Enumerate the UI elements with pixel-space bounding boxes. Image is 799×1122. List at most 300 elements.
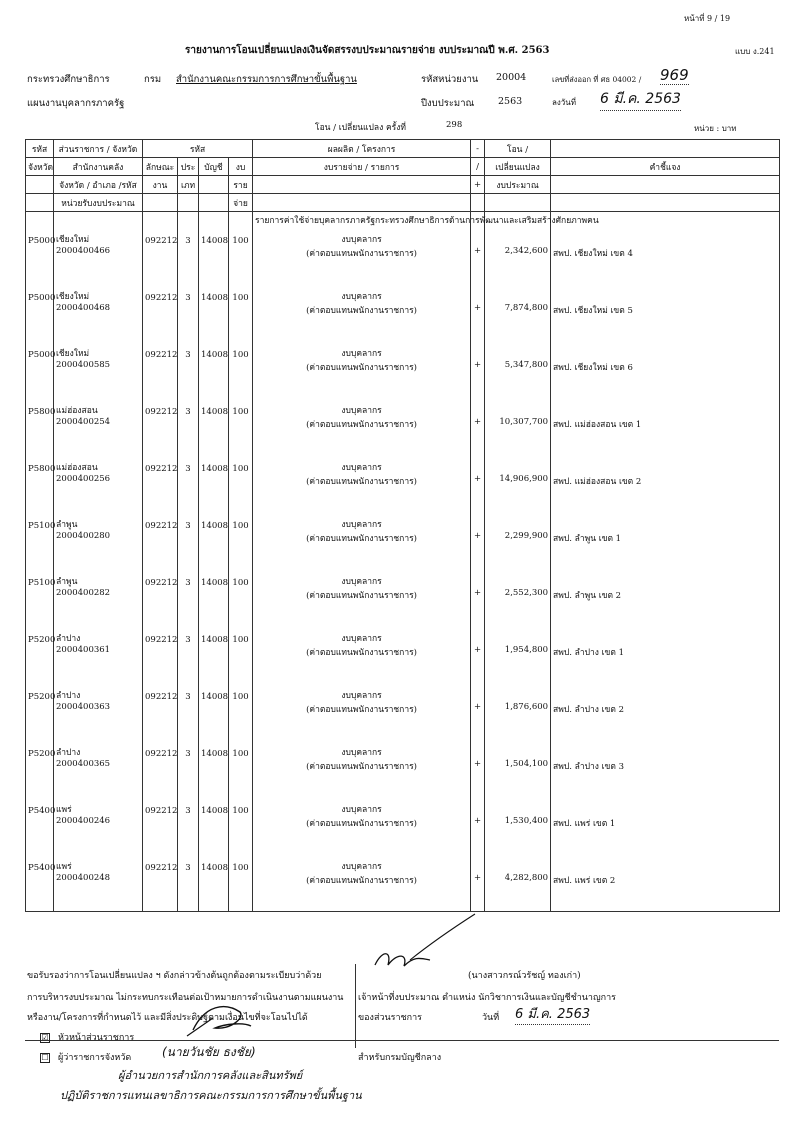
row-blank (178, 702, 199, 740)
table-row (26, 341, 780, 360)
signature-officer (370, 910, 480, 972)
row-agency: แพร่ (54, 797, 143, 816)
row-province-code: P5400 (26, 854, 54, 873)
table-row-detail (26, 645, 780, 683)
plan-label: แผนงานบุคลากรภาครัฐ (27, 98, 125, 109)
row-account-code: 14008 (199, 341, 229, 360)
row-type-code: 3 (178, 227, 199, 246)
row-amount: 10,307,700 (485, 417, 551, 455)
table-row-detail (26, 759, 780, 797)
row-blank (229, 873, 253, 912)
row-sign-blank (471, 512, 485, 531)
row-blank (229, 474, 253, 512)
row-blank (26, 816, 54, 854)
header-agency4: หน่วยรับงบประมาณ (54, 194, 143, 212)
row-agency: ลำพูน (54, 569, 143, 588)
row-description: สพป. ลำพูน เขต 2 (551, 588, 780, 626)
row-amount-blank (485, 227, 551, 246)
row-amount-blank (485, 740, 551, 759)
row-agency: ลำปาง (54, 740, 143, 759)
row-blank (199, 246, 229, 284)
row-blank (143, 645, 178, 683)
row-blank (143, 702, 178, 740)
row-province-code: P5200 (26, 740, 54, 759)
row-blank (229, 816, 253, 854)
row-agency: ลำพูน (54, 512, 143, 531)
row-account-code: 14008 (199, 284, 229, 303)
row-agency-code: 2000400468 (54, 303, 143, 341)
row-work-code: 092212 (143, 398, 178, 417)
row-province-code: P5800 (26, 398, 54, 417)
program-note: รายการค่าใช้จ่ายบุคลากรภาครัฐกระทรวงศึกษาธิการด้านการพัฒนาและเสริมสร้างศักยภาพคน (253, 212, 471, 228)
row-blank (26, 588, 54, 626)
signature-director (185, 1000, 255, 1040)
page-number: หน้าที่ 9 / 19 (684, 14, 731, 23)
row-agency: เชียงใหม่ (54, 341, 143, 360)
row-amount-blank (485, 398, 551, 417)
row-blank (178, 759, 199, 797)
row-province-code: P5000 (26, 284, 54, 303)
check-head-of-agency[interactable] (40, 1030, 134, 1044)
budget-transfer-table (25, 139, 780, 912)
row-agency-code: 2000400248 (54, 873, 143, 912)
row-agency-code: 2000400282 (54, 588, 143, 626)
row-blank (229, 303, 253, 341)
row-account-code: 14008 (199, 854, 229, 873)
row-blank (26, 246, 54, 284)
row-sign-blank (471, 341, 485, 360)
row-account-code: 14008 (199, 398, 229, 417)
row-sign: + (471, 246, 485, 284)
header-agency2: สำนักงานคลัง (54, 158, 143, 176)
certification-line-2: การบริหารงบประมาณ ไม่กระทบกระเทือนต่อเป้าหมายการดำเนินงานตามแผนงาน (27, 993, 344, 1003)
row-blank (199, 645, 229, 683)
checkbox-empty-icon[interactable]: ☐ (41, 1052, 49, 1062)
row-blank (143, 303, 178, 341)
row-blank (199, 417, 229, 455)
report-title: รายงานการโอนเปลี่ยนแปลงเงินจัดสรรงบประมาณรายจ่าย งบประมาณปี พ.ศ. 2563 (185, 45, 550, 56)
row-description: สพป. แม่ฮ่องสอน เขต 1 (551, 417, 780, 455)
row-blank (26, 303, 54, 341)
row-blank (26, 702, 54, 740)
header-type2: เภท (178, 176, 199, 194)
unit-code: 20004 (496, 72, 527, 83)
row-agency-code: 2000400585 (54, 360, 143, 398)
header-code: รหัส (143, 140, 253, 158)
row-sign-blank (471, 683, 485, 702)
table-row (26, 569, 780, 588)
row-desc-blank (551, 284, 780, 303)
row-amount: 2,342,600 (485, 246, 551, 284)
row-description: สพป. เชียงใหม่ เขต 4 (551, 246, 780, 284)
table-row-detail (26, 702, 780, 740)
row-blank (143, 816, 178, 854)
table-row-detail (26, 417, 780, 455)
row-province-code: P5100 (26, 512, 54, 531)
row-amount: 4,282,800 (485, 873, 551, 912)
header-account: บัญชี (199, 158, 229, 176)
row-type-code: 3 (178, 341, 199, 360)
row-description: สพป. แพร่ เขต 1 (551, 816, 780, 854)
checkbox-checked-icon[interactable]: ☑ (41, 1032, 49, 1042)
row-desc-blank (551, 854, 780, 873)
header-agency: ส่วนราชการ / จังหวัด (54, 140, 143, 158)
row-sign-blank (471, 626, 485, 645)
row-item: งบบุคลากร (253, 284, 471, 303)
row-detail: (ค่าตอบแทนพนักงานราชการ) (253, 303, 471, 341)
officer-unit: ของส่วนราชการ (358, 1013, 422, 1023)
row-item: งบบุคลากร (253, 512, 471, 531)
row-blank (178, 816, 199, 854)
doc-number-label: เลขที่ส่งออก ที่ ศธ 04002 / (552, 75, 642, 84)
row-agency: แม่ฮ่องสอน (54, 398, 143, 417)
header-desc-blank (551, 140, 780, 158)
officer-name: (นางสาวกรณ์วรัชญ์ ทองเก่า) (468, 971, 581, 981)
row-amount-blank (485, 683, 551, 702)
form-code: แบบ ง.241 (735, 47, 775, 56)
table-row-detail (26, 588, 780, 626)
row-blank (229, 588, 253, 626)
header-sign2: / (471, 158, 485, 176)
row-blank (178, 531, 199, 569)
row-blank (178, 645, 199, 683)
fiscal-year-label: ปีงบประมาณ (421, 98, 475, 109)
row-blank (26, 873, 54, 912)
row-budget-code: 100 (229, 569, 253, 588)
officer-role: เจ้าหน้าที่งบประมาณ ตำแหน่ง นักวิชาการเงินและบัญชีชำนาญการ (358, 993, 616, 1003)
row-sign-blank (471, 569, 485, 588)
row-sign: + (471, 873, 485, 912)
row-description: สพป. ลำปาง เขต 3 (551, 759, 780, 797)
row-blank (229, 246, 253, 284)
row-blank (26, 417, 54, 455)
table-row (26, 740, 780, 759)
row-agency: แม่ฮ่องสอน (54, 455, 143, 474)
row-blank (26, 474, 54, 512)
row-work-code: 092212 (143, 626, 178, 645)
row-desc-blank (551, 398, 780, 417)
row-type-code: 3 (178, 455, 199, 474)
date-value: 6 มี.ค. 2563 (600, 88, 681, 111)
table-row-detail (26, 246, 780, 284)
row-blank (199, 531, 229, 569)
department-label: กรม (144, 74, 162, 85)
row-account-code: 14008 (199, 683, 229, 702)
table-body (26, 212, 780, 912)
signer-position-2: ปฏิบัติราชการแทนเลขาธิการคณะกรรมการการศึกษาขั้นพื้นฐาน (60, 1089, 362, 1102)
header-sign3: + (471, 176, 485, 194)
row-detail: (ค่าตอบแทนพนักงานราชการ) (253, 360, 471, 398)
row-work-code: 092212 (143, 227, 178, 246)
row-blank (143, 417, 178, 455)
header-work: ลักษณะ (143, 158, 178, 176)
row-amount: 1,954,800 (485, 645, 551, 683)
header-amount2: เปลี่ยนแปลง (485, 158, 551, 176)
signer-position-1: ผู้อำนวยการสำนักการคลังและสินทรัพย์ (118, 1069, 303, 1082)
row-agency-code: 2000400361 (54, 645, 143, 683)
row-detail: (ค่าตอบแทนพนักงานราชการ) (253, 246, 471, 284)
row-description: สพป. ลำปาง เขต 1 (551, 645, 780, 683)
transfer-label: โอน / เปลี่ยนแปลง ครั้งที่ (315, 123, 406, 133)
row-amount-blank (485, 512, 551, 531)
row-detail: (ค่าตอบแทนพนักงานราชการ) (253, 531, 471, 569)
certification-line-1: ขอรับรองว่าการโอนเปลี่ยนแปลง ฯ ดังกล่าวข้างต้นถูกต้องตามระเบียบว่าด้วย (27, 971, 322, 981)
officer-date: 6 มี.ค. 2563 (515, 1003, 590, 1025)
row-blank (143, 531, 178, 569)
row-amount-blank (485, 341, 551, 360)
row-blank (229, 759, 253, 797)
row-blank (229, 702, 253, 740)
table-row-detail (26, 531, 780, 569)
header-output2: งบรายจ่าย / รายการ (253, 158, 471, 176)
header-prov-code: รหัส (26, 140, 54, 158)
row-sign-blank (471, 227, 485, 246)
row-blank (143, 873, 178, 912)
row-amount-blank (485, 569, 551, 588)
row-detail: (ค่าตอบแทนพนักงานราชการ) (253, 645, 471, 683)
row-sign: + (471, 531, 485, 569)
row-amount: 5,347,800 (485, 360, 551, 398)
date-label: ลงวันที่ (552, 98, 577, 107)
header-amount: โอน / (485, 140, 551, 158)
row-blank (199, 816, 229, 854)
header-prov-code2: จังหวัด (26, 158, 54, 176)
row-item: งบบุคลากร (253, 398, 471, 417)
row-type-code: 3 (178, 854, 199, 873)
row-detail: (ค่าตอบแทนพนักงานราชการ) (253, 702, 471, 740)
row-detail: (ค่าตอบแทนพนักงานราชการ) (253, 474, 471, 512)
row-budget-code: 100 (229, 398, 253, 417)
row-description: สพป. ลำพูน เขต 1 (551, 531, 780, 569)
fiscal-year: 2563 (498, 96, 523, 107)
row-blank (178, 474, 199, 512)
row-account-code: 14008 (199, 740, 229, 759)
row-sign-blank (471, 854, 485, 873)
row-description: สพป. แม่ฮ่องสอน เขต 2 (551, 474, 780, 512)
check-head-label: หัวหน้าส่วนราชการ (58, 1033, 135, 1043)
ministry-label: กระทรวงศึกษาธิการ (27, 74, 110, 85)
row-budget-code: 100 (229, 740, 253, 759)
check-governor-label: ผู้ว่าราชการจังหวัด (58, 1053, 132, 1063)
row-blank (229, 531, 253, 569)
row-blank (26, 360, 54, 398)
table-row (26, 398, 780, 417)
row-account-code: 14008 (199, 626, 229, 645)
row-sign: + (471, 303, 485, 341)
header-sign: - (471, 140, 485, 158)
row-item: งบบุคลากร (253, 797, 471, 816)
row-blank (143, 246, 178, 284)
row-blank (178, 246, 199, 284)
row-work-code: 092212 (143, 683, 178, 702)
row-work-code: 092212 (143, 740, 178, 759)
row-blank (26, 531, 54, 569)
header-amount3: งบประมาณ (485, 176, 551, 194)
row-sign-blank (471, 455, 485, 474)
table-row (26, 854, 780, 873)
footer-divider (355, 964, 356, 1048)
transfer-number: 298 (446, 120, 463, 130)
row-work-code: 092212 (143, 854, 178, 873)
row-type-code: 3 (178, 569, 199, 588)
table-row (26, 227, 780, 246)
row-item: งบบุคลากร (253, 227, 471, 246)
row-amount-blank (485, 455, 551, 474)
row-budget-code: 100 (229, 626, 253, 645)
row-amount: 14,906,900 (485, 474, 551, 512)
row-sign: + (471, 417, 485, 455)
row-type-code: 3 (178, 797, 199, 816)
row-amount-blank (485, 626, 551, 645)
row-blank (199, 873, 229, 912)
row-sign-blank (471, 740, 485, 759)
header-work2: งาน (143, 176, 178, 194)
row-blank (229, 417, 253, 455)
row-type-code: 3 (178, 683, 199, 702)
row-amount-blank (485, 854, 551, 873)
row-desc-blank (551, 227, 780, 246)
row-account-code: 14008 (199, 455, 229, 474)
row-agency-code: 2000400280 (54, 531, 143, 569)
row-budget-code: 100 (229, 227, 253, 246)
table-row (26, 455, 780, 474)
row-blank (199, 702, 229, 740)
row-sign-blank (471, 398, 485, 417)
row-detail: (ค่าตอบแทนพนักงานราชการ) (253, 759, 471, 797)
check-governor[interactable] (40, 1050, 131, 1064)
row-agency-code: 2000400254 (54, 417, 143, 455)
row-item: งบบุคลากร (253, 569, 471, 588)
header-budget2: ราย (229, 176, 253, 194)
unit-code-label: รหัสหน่วยงาน (421, 74, 479, 85)
row-desc-blank (551, 740, 780, 759)
row-blank (199, 303, 229, 341)
row-desc-blank (551, 797, 780, 816)
row-blank (143, 360, 178, 398)
row-budget-code: 100 (229, 455, 253, 474)
row-work-code: 092212 (143, 797, 178, 816)
row-detail: (ค่าตอบแทนพนักงานราชการ) (253, 873, 471, 912)
row-province-code: P5200 (26, 683, 54, 702)
row-amount: 2,552,300 (485, 588, 551, 626)
row-work-code: 092212 (143, 569, 178, 588)
row-type-code: 3 (178, 512, 199, 531)
row-budget-code: 100 (229, 284, 253, 303)
table-row (26, 284, 780, 303)
row-blank (26, 759, 54, 797)
row-sign: + (471, 816, 485, 854)
row-desc-blank (551, 455, 780, 474)
table-row-detail (26, 873, 780, 912)
row-sign: + (471, 360, 485, 398)
department-value: สำนักงานคณะกรรมการการศึกษาขั้นพื้นฐาน (176, 74, 357, 85)
row-amount: 1,504,100 (485, 759, 551, 797)
row-agency-code: 2000400365 (54, 759, 143, 797)
row-agency: ลำปาง (54, 626, 143, 645)
row-sign: + (471, 702, 485, 740)
signer-name: (นายวันชัย ธงชัย) (162, 1045, 256, 1059)
row-item: งบบุคลากร (253, 455, 471, 474)
row-agency-code: 2000400363 (54, 702, 143, 740)
row-blank (229, 645, 253, 683)
row-agency: เชียงใหม่ (54, 227, 143, 246)
row-agency-code: 2000400256 (54, 474, 143, 512)
row-item: งบบุคลากร (253, 683, 471, 702)
row-type-code: 3 (178, 740, 199, 759)
row-desc-blank (551, 512, 780, 531)
row-province-code: P5100 (26, 569, 54, 588)
row-work-code: 092212 (143, 341, 178, 360)
row-blank (143, 588, 178, 626)
row-blank (199, 588, 229, 626)
doc-number: 969 (660, 66, 689, 84)
row-blank (178, 360, 199, 398)
row-blank (178, 303, 199, 341)
row-blank (199, 474, 229, 512)
row-sign: + (471, 759, 485, 797)
header-budget3: จ่าย (229, 194, 253, 212)
row-sign: + (471, 588, 485, 626)
unit-label: หน่วย : บาท (694, 124, 737, 133)
table-row-detail (26, 360, 780, 398)
row-sign: + (471, 474, 485, 512)
row-detail: (ค่าตอบแทนพนักงานราชการ) (253, 588, 471, 626)
row-account-code: 14008 (199, 797, 229, 816)
row-detail: (ค่าตอบแทนพนักงานราชการ) (253, 417, 471, 455)
row-desc-blank (551, 683, 780, 702)
header-output: ผลผลิต / โครงการ (253, 140, 471, 158)
row-amount-blank (485, 284, 551, 303)
row-desc-blank (551, 569, 780, 588)
row-budget-code: 100 (229, 797, 253, 816)
row-item: งบบุคลากร (253, 626, 471, 645)
table-row-detail (26, 816, 780, 854)
row-blank (178, 873, 199, 912)
row-description: สพป. เชียงใหม่ เขต 6 (551, 360, 780, 398)
row-amount: 1,876,600 (485, 702, 551, 740)
row-amount: 2,299,900 (485, 531, 551, 569)
row-amount: 7,874,800 (485, 303, 551, 341)
header-type: ประ (178, 158, 199, 176)
row-desc-blank (551, 341, 780, 360)
central-dept-label: สำหรับกรมบัญชีกลาง (358, 1053, 442, 1063)
row-budget-code: 100 (229, 683, 253, 702)
row-description: สพป. ลำปาง เขต 2 (551, 702, 780, 740)
row-description: สพป. เชียงใหม่ เขต 5 (551, 303, 780, 341)
table-row (26, 797, 780, 816)
row-province-code: P5800 (26, 455, 54, 474)
header-budget: งบ (229, 158, 253, 176)
row-work-code: 092212 (143, 284, 178, 303)
row-account-code: 14008 (199, 227, 229, 246)
row-province-code: P5400 (26, 797, 54, 816)
table-row-detail (26, 303, 780, 341)
row-item: งบบุคลากร (253, 854, 471, 873)
row-account-code: 14008 (199, 512, 229, 531)
row-agency: เชียงใหม่ (54, 284, 143, 303)
row-blank (199, 360, 229, 398)
row-agency: แพร่ (54, 854, 143, 873)
row-province-code: P5000 (26, 341, 54, 360)
table-row (26, 512, 780, 531)
row-blank (143, 759, 178, 797)
row-blank (199, 759, 229, 797)
row-agency-code: 2000400246 (54, 816, 143, 854)
row-amount: 1,530,400 (485, 816, 551, 854)
row-type-code: 3 (178, 284, 199, 303)
row-blank (178, 588, 199, 626)
row-amount-blank (485, 797, 551, 816)
